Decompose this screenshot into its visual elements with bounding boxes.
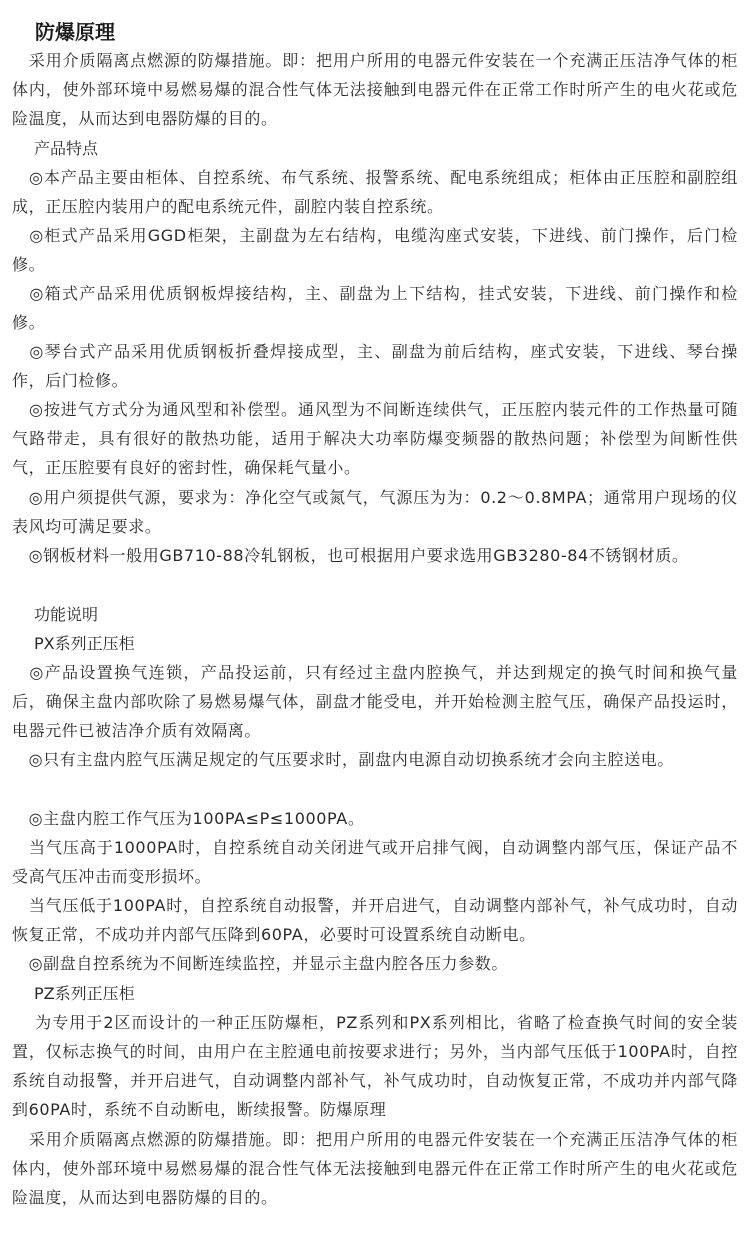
feature-paragraph: ◎用户须提供气源，要求为：净化空气或氮气，气源压为为：0.2～0.8MPA；通常用户现场的仪表风均可满足要求。 [12,488,738,536]
intro-paragraph: 采用介质隔离点燃源的防爆措施。即：把用户所用的电器元件安装在一个充满正压洁净气体的柜体内，使外部环境中易燃易爆的混合性气体无法接触到电器元件在正常工作时所产生的电火花或危险温度，从而达到电器防爆的目的。 [12,51,738,128]
px-paragraph: 当气压高于1000PA时，自控系统自动关闭进气或开启排气阀，自动调整内部气压，保证产品不受高气压冲击而变形损坏。 [12,838,738,886]
px-paragraph: ◎只有主盘内腔气压满足规定的气压要求时，副盘内电源自动切换系统才会向主腔送电。 [12,750,674,769]
px-paragraph: ◎主盘内腔工作气压为100PA≤P≤1000PA。 [12,809,365,828]
feature-paragraph: ◎琴台式产品采用优质钢板折叠焊接成型，主、副盘为前后结构，座式安装，下进线、琴台操作，后门检修。 [12,342,738,390]
page-title: 防爆原理 [35,20,115,44]
feature-paragraph: ◎箱式产品采用优质钢板焊接结构，主、副盘为上下结构，挂式安装，下进线、前门操作和检修。 [12,284,738,332]
functions-title: 功能说明 [34,605,99,624]
px-paragraph: ◎副盘自控系统为不间断连续监控，并显示主盘内腔各压力参数。 [12,954,508,973]
pz-series-title: PZ系列正压柜 [34,984,135,1003]
outro-paragraph: 采用介质隔离点燃源的防爆措施。即：把用户所用的电器元件安装在一个充满正压洁净气体的柜体内，使外部环境中易燃易爆的混合性气体无法接触到电器元件在正常工作时所产生的电火花或危险温度，从而达到电器防爆的目的。 [12,1130,738,1207]
feature-paragraph: ◎按进气方式分为通风型和补偿型。通风型为不间断连续供气，正压腔内装元件的工作热量可随气路带走，具有很好的散热功能，适用于解决大功率防爆变频器的散热问题；补偿型为间断性供气，正压腔要有良好的密封性，确保耗气量小。 [12,400,738,477]
feature-paragraph: ◎本产品主要由柜体、自控系统、布气系统、报警系统、配电系统组成；柜体由正压腔和副腔组成，正压腔内装用户的配电系统元件，副腔内装自控系统。 [12,168,738,216]
features-title: 产品特点 [34,139,99,158]
px-paragraph: 当气压低于100PA时，自控系统自动报警，并开启进气，自动调整内部补气，补气成功时，自动恢复正常，不成功并内部气压降到60PA，必要时可设置系统自动断电。 [12,896,738,944]
px-paragraph: ◎产品设置换气连锁，产品投运前，只有经过主盘内腔换气，并达到规定的换气时间和换气量后，确保主盘内部吹除了易燃易爆气体，副盘才能受电，并开始检测主腔气压，确保产品投运时，电器元件已被洁净介质有效隔离。 [12,663,738,740]
feature-paragraph: ◎柜式产品采用GGD柜架，主副盘为左右结构，电缆沟座式安装，下进线、前门操作，后门检修。 [12,226,738,274]
pz-paragraph: 为专用于2区而设计的一种正压防爆柜，PZ系列和PX系列相比，省略了检查换气时间的安全装置，仅标志换气的时间，由用户在主腔通电前按要求进行；另外，当内部气压低于100PA时，自控系统自动报警，并开启进气，自动调整内部补气，补气成功时，自动恢复正常，不成功并内部气降到60PA时，系统不自动断电，断续报警。防爆原理 [12,1013,738,1119]
px-series-title: PX系列正压柜 [34,634,135,653]
feature-paragraph: ◎钢板材料一般用GB710-88冷轧钢板，也可根据用户要求选用GB3280-84不锈钢材质。 [12,546,689,565]
